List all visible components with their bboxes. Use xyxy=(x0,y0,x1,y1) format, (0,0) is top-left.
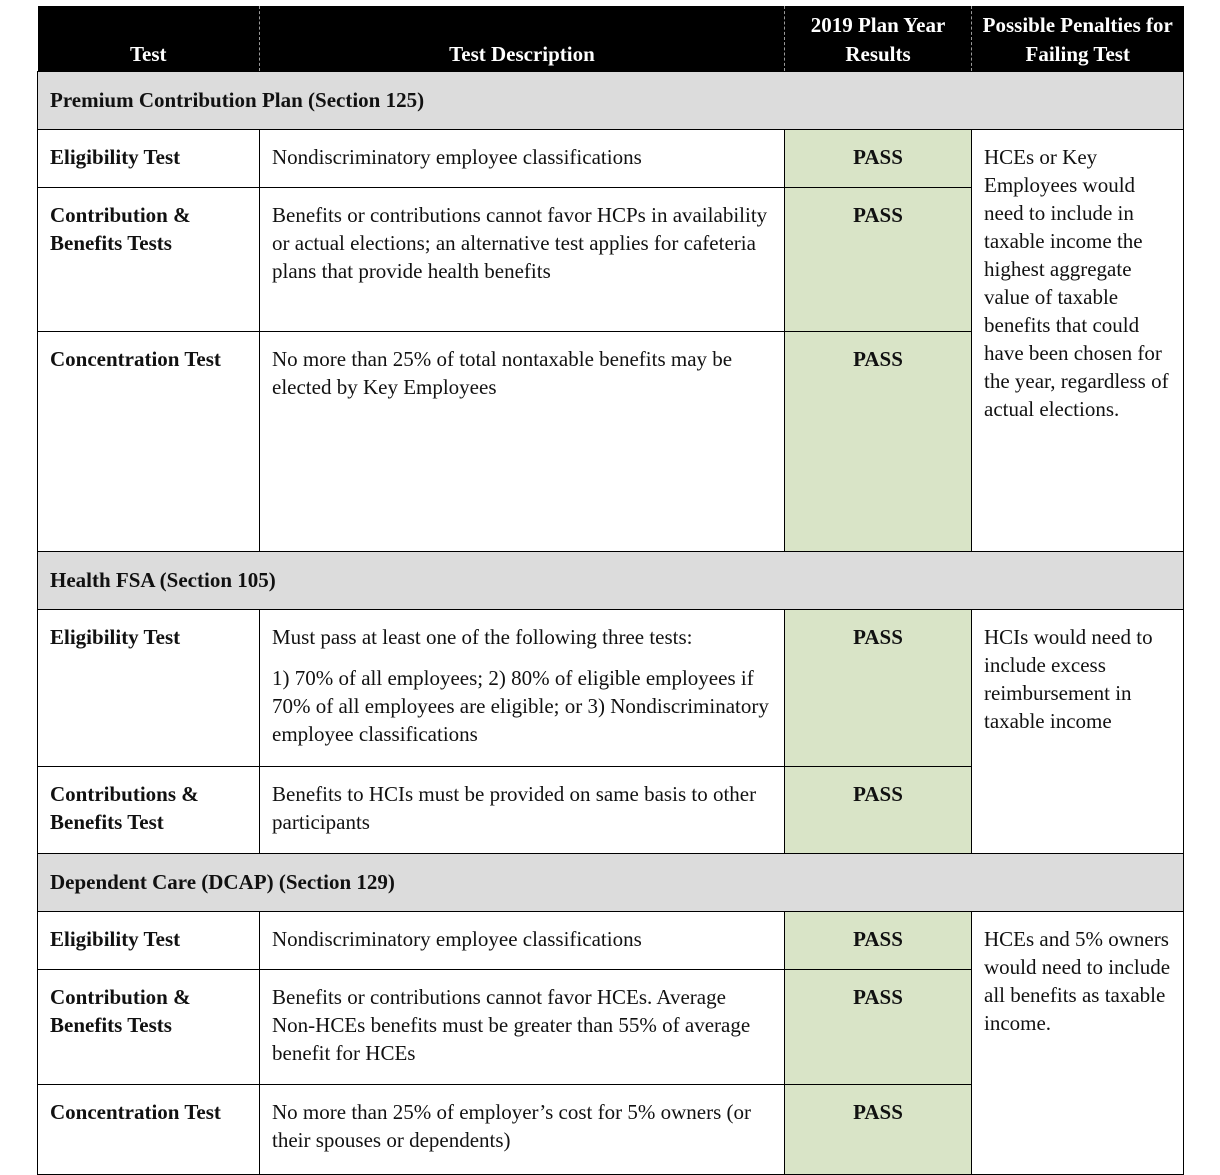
penalty-text: HCIs would need to include excess reimbursement in taxable income xyxy=(972,610,1184,854)
description-text: No more than 25% of total nontaxable benefits may be elected by Key Employees xyxy=(272,347,733,399)
description-text: 1) 70% of all employees; 2) 80% of eligible employees if 70% of all employees are eligible; or 3) Nondiscriminatory employee classifications xyxy=(272,666,769,746)
test-description xyxy=(260,767,785,854)
header-row xyxy=(38,6,1184,72)
penalty-text: HCEs and 5% owners would need to include all benefits as taxable income. xyxy=(972,912,1184,1175)
description-text: Must pass at least one of the following three tests: xyxy=(272,625,693,649)
nondiscrimination-results-table xyxy=(37,6,1183,1175)
section-header-row xyxy=(38,72,1184,130)
test-name: Contribution & Benefits Tests xyxy=(38,970,260,1085)
test-description xyxy=(260,1085,785,1175)
test-result: PASS xyxy=(785,188,972,332)
test-result: PASS xyxy=(785,767,972,854)
test-description xyxy=(260,912,785,970)
description-text: Nondiscriminatory employee classifications xyxy=(272,145,642,169)
section-title: Premium Contribution Plan (Section 125) xyxy=(38,72,1184,130)
test-description xyxy=(260,610,785,767)
test-name: Eligibility Test xyxy=(38,130,260,188)
header-results: 2019 Plan Year Results xyxy=(785,6,972,72)
penalty-text: HCEs or Key Employees would need to include in taxable income the highest aggregate value of taxable benefits that could have been chosen for the year, regardless of actual elections. xyxy=(972,130,1184,552)
header-penalties: Possible Penalties for Failing Test xyxy=(972,6,1184,72)
test-name: Contribution & Benefits Tests xyxy=(38,188,260,332)
section-title: Health FSA (Section 105) xyxy=(38,552,1184,610)
section-title: Dependent Care (DCAP) (Section 129) xyxy=(38,854,1184,912)
description-text: No more than 25% of employer’s cost for 5% owners (or their spouses or dependents) xyxy=(272,1100,751,1152)
test-description xyxy=(260,188,785,332)
test-name: Eligibility Test xyxy=(38,610,260,767)
test-result: PASS xyxy=(785,130,972,188)
description-text: Benefits to HCIs must be provided on same basis to other participants xyxy=(272,782,757,834)
header-test: Test xyxy=(38,6,260,72)
test-result: PASS xyxy=(785,970,972,1085)
test-name: Eligibility Test xyxy=(38,912,260,970)
test-name: Contributions & Benefits Test xyxy=(38,767,260,854)
header-description: Test Description xyxy=(260,6,785,72)
test-result: PASS xyxy=(785,332,972,552)
test-description xyxy=(260,332,785,552)
description-text: Benefits or contributions cannot favor HCPs in availability or actual elections; an alternative test applies for cafeteria plans that provide health benefits xyxy=(272,203,768,283)
test-description xyxy=(260,130,785,188)
test-name: Concentration Test xyxy=(38,332,260,552)
section-header-row xyxy=(38,552,1184,610)
test-result: PASS xyxy=(785,912,972,970)
description-text: Benefits or contributions cannot favor HCEs. Average Non-HCEs benefits must be greater than 55% of average benefit for HCEs xyxy=(272,985,751,1065)
description-text: Nondiscriminatory employee classifications xyxy=(272,927,642,951)
test-result: PASS xyxy=(785,1085,972,1175)
section-header-row xyxy=(38,854,1184,912)
test-result: PASS xyxy=(785,610,972,767)
table-row xyxy=(38,912,1184,970)
table-row xyxy=(38,130,1184,188)
test-description xyxy=(260,970,785,1085)
table-row xyxy=(38,610,1184,767)
test-name: Concentration Test xyxy=(38,1085,260,1175)
